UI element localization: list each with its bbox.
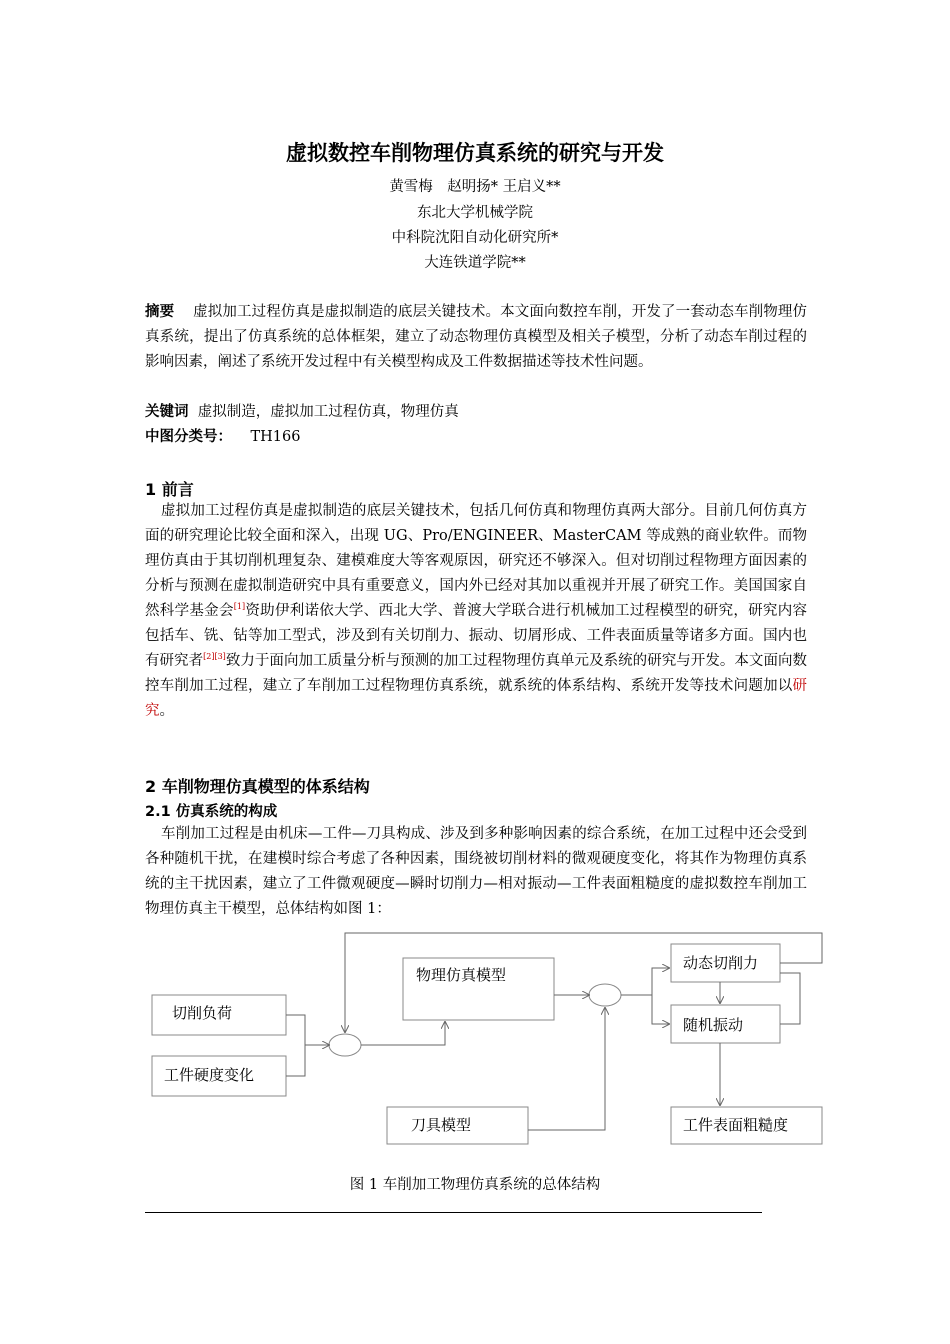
footnote-rule — [145, 1212, 762, 1213]
summing-junction-1 — [329, 1034, 361, 1056]
figure-caption: 图 1 车削加工物理仿真系统的总体结构 — [349, 1177, 601, 1193]
label-tool-model: 刀具模型 — [411, 1116, 472, 1134]
section-2-1-heading: 2.1 仿真系统的构成 — [145, 804, 278, 820]
label-physical-model: 物理仿真模型 — [416, 966, 507, 984]
keywords-text: 虚拟制造，虚拟加工过程仿真，物理仿真 — [197, 404, 459, 420]
abstract-text: 虚拟加工过程仿真是虚拟制造的底层关键技术。本文面向数控车削，开发了一套动态车削物理仿真系统，提出了仿真系统的总体框架，建立了动态物理仿真模型及相关子模型，分析了动态车削过程的影响因素，阐述了系统开发过程中有关模型构成及工件数据描述等技术性问题。 — [145, 304, 808, 370]
s1-text-end: 。 — [159, 703, 174, 719]
section-1-paragraph — [145, 499, 807, 724]
label-cutting-load: 切削负荷 — [172, 1004, 233, 1022]
label-hardness-change: 工件硬度变化 — [164, 1066, 255, 1084]
citation-2-3[interactable]: [2][3] — [203, 652, 226, 662]
classification — [145, 425, 807, 450]
s1-text-part1: 虚拟加工过程仿真是虚拟制造的底层关键技术，包括几何仿真和物理仿真两大部分。目前几何仿真方面的研究理论比较全面和深入，出现 UG、Pro/ENGINEER、MasterCAM 等成熟的商业软件。而物理仿真由于其切削机理复杂、建模难度大等客观原因，研究还不够深入。但对切削过程物理方面因素的分析与预测在虚拟制造研究中具有重要意义，国内外已经对其加以重视并开展了研究工作。美国国家自然科学基金会 — [145, 503, 807, 619]
citation-1[interactable]: [1] — [233, 602, 246, 612]
paper-title: 虚拟数控车削物理仿真系统的研究与开发 — [286, 141, 664, 165]
keywords — [145, 400, 807, 425]
affiliation-2: 中科院沈阳自动化研究所* — [391, 230, 559, 246]
section-2-paragraph: 车削加工过程是由机床—工件—刀具构成、涉及到多种影响因素的综合系统，在加工过程中还会受到各种随机干扰，在建模时综合考虑了各种因素，围绕被切削材料的微观硬度变化，将其作为物理仿真系统的主干扰因素，建立了工件微观硬度—瞬时切削力—相对振动—工件表面粗糙度的虚拟数控车削加工物理仿真主干模型，总体结构如图 1： — [145, 826, 807, 917]
system-structure-diagram — [0, 925, 950, 1155]
label-dynamic-force: 动态切削力 — [683, 954, 759, 972]
label-surface-roughness: 工件表面粗糙度 — [683, 1116, 789, 1134]
classification-text: TH166 — [250, 429, 301, 445]
highlighted-word: 研究 — [145, 678, 807, 719]
s1-text-part3: 致力于面向加工质量分析与预测的加工过程物理仿真单元及系统的研究与开发。本文面向数控车削加工过程，建立了车削加工过程物理仿真系统，就系统的体系结构、系统开发等技术问题加以 — [145, 653, 808, 694]
summing-junction-2 — [589, 984, 621, 1006]
affiliation-1: 东北大学机械学院 — [417, 205, 533, 221]
abstract — [145, 300, 807, 375]
classification-label: 中图分类号： — [145, 429, 232, 445]
keywords-label: 关键词 — [145, 404, 189, 420]
section-2-heading: 2 车削物理仿真模型的体系结构 — [145, 777, 370, 796]
label-random-vibration: 随机振动 — [683, 1016, 744, 1034]
section-1-heading: 1 前言 — [145, 480, 194, 499]
s1-text-part2: 资助伊利诺依大学、西北大学、普渡大学联合进行机械加工过程模型的研究，研究内容包括车、铣、钻等加工型式，涉及到有关切削力、振动、切屑形成、工件表面质量等诸多方面。国内也有研究者 — [145, 603, 808, 669]
abstract-label: 摘要 — [145, 304, 175, 320]
affiliation-3: 大连铁道学院** — [424, 255, 526, 271]
authors: 黄雪梅 赵明扬* 王启义** — [389, 179, 561, 195]
